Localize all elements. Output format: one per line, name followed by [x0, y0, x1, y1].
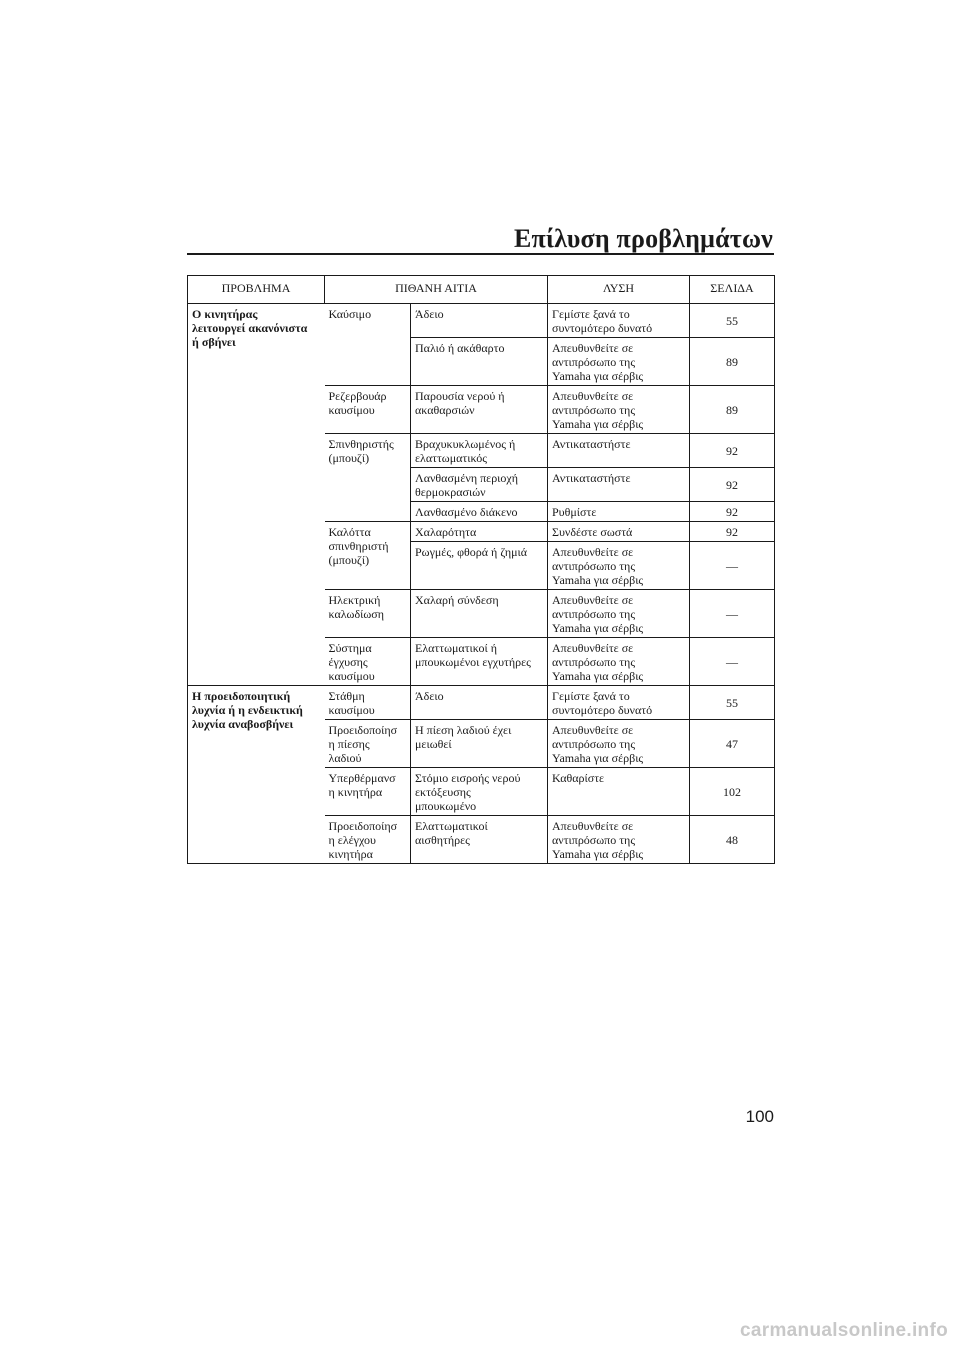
cell-cause1: Υπερθέρμανσ η κινητήρα: [325, 768, 411, 816]
cell-problem: Ο κινητήρας λειτουργεί ακανόνιστα ή σβήνει: [188, 304, 325, 686]
cell-page: —: [690, 590, 775, 638]
cell-page: 92: [690, 522, 775, 542]
cell-page: 92: [690, 434, 775, 468]
cell-cause2: Χαλαρή σύνδεση: [411, 590, 548, 638]
cell-page: —: [690, 542, 775, 590]
cell-page: 102: [690, 768, 775, 816]
cell-solution: Ρυθμίστε: [548, 502, 690, 522]
cell-cause1: Προειδοποίησ η ελέγχου κινητήρα: [325, 816, 411, 864]
cell-cause2: Χαλαρότητα: [411, 522, 548, 542]
title-underline: [187, 253, 774, 255]
troubleshooting-table: [187, 275, 775, 864]
column-header-cause: ΠΙΘΑΝΗ ΑΙΤΙΑ: [325, 276, 548, 304]
table-body: [188, 304, 775, 864]
cell-solution: Απευθυνθείτε σε αντιπρόσωπο της Yamaha για σέρβις: [548, 386, 690, 434]
cell-solution: Αντικαταστήστε: [548, 468, 690, 502]
table-header-row: [188, 276, 775, 304]
cell-cause2: Παλιό ή ακάθαρτο: [411, 338, 548, 386]
cell-solution: Αντικαταστήστε: [548, 434, 690, 468]
cell-solution: Απευθυνθείτε σε αντιπρόσωπο της Yamaha για σέρβις: [548, 638, 690, 686]
cell-cause2: Λανθασμένο διάκενο: [411, 502, 548, 522]
column-header-page: ΣΕΛΙΔΑ: [690, 276, 775, 304]
cell-cause2: Στόμιο εισροής νερού εκτόξευσης μπουκωμένο: [411, 768, 548, 816]
page-title: Επίλυση προβλημάτων: [513, 224, 773, 253]
cell-cause2: Παρουσία νερού ή ακαθαρσιών: [411, 386, 548, 434]
cell-cause2: Ελαττωματικοί ή μπουκωμένοι εγχυτήρες: [411, 638, 548, 686]
cell-cause2: Άδειο: [411, 686, 548, 720]
cell-cause1: Καύσιμο: [325, 304, 411, 386]
cell-cause1: Στάθμη καυσίμου: [325, 686, 411, 720]
cell-cause2: Η πίεση λαδιού έχει μειωθεί: [411, 720, 548, 768]
cell-cause1: Ρεζερβουάρ καυσίμου: [325, 386, 411, 434]
cell-cause1: Προειδοποίησ η πίεσης λαδιού: [325, 720, 411, 768]
cell-problem: Η προειδοποιητική λυχνία ή η ενδεικτική λυχνία αναβοσβήνει: [188, 686, 325, 864]
column-header-solution: ΛΥΣΗ: [548, 276, 690, 304]
cell-solution: Απευθυνθείτε σε αντιπρόσωπο της Yamaha για σέρβις: [548, 590, 690, 638]
cell-solution: Καθαρίστε: [548, 768, 690, 816]
cell-page: 47: [690, 720, 775, 768]
cell-cause2: Βραχυκυκλωμένος ή ελαττωματικός: [411, 434, 548, 468]
cell-solution: Συνδέστε σωστά: [548, 522, 690, 542]
cell-page: —: [690, 638, 775, 686]
column-header-problem: ΠΡΟΒΛΗΜΑ: [188, 276, 325, 304]
cell-cause1: Καλόττα σπινθηριστή (μπουζί): [325, 522, 411, 590]
cell-page: 55: [690, 686, 775, 720]
cell-solution: Γεμίστε ξανά το συντομότερο δυνατό: [548, 304, 690, 338]
page-number: 100: [745, 1107, 774, 1126]
cell-page: 55: [690, 304, 775, 338]
cell-solution: Απευθυνθείτε σε αντιπρόσωπο της Yamaha για σέρβις: [548, 720, 690, 768]
cell-cause1: Ηλεκτρική καλωδίωση: [325, 590, 411, 638]
table-row: [188, 304, 775, 338]
cell-page: 89: [690, 386, 775, 434]
cell-cause2: Ρωγμές, φθορά ή ζημιά: [411, 542, 548, 590]
cell-cause1: Σύστημα έγχυσης καυσίμου: [325, 638, 411, 686]
cell-cause2: Ελαττωματικοί αισθητήρες: [411, 816, 548, 864]
cell-cause2: Λανθασμένη περιοχή θερμοκρασιών: [411, 468, 548, 502]
cell-solution: Γεμίστε ξανά το συντομότερο δυνατό: [548, 686, 690, 720]
cell-cause2: Άδειο: [411, 304, 548, 338]
cell-solution: Απευθυνθείτε σε αντιπρόσωπο της Yamaha για σέρβις: [548, 816, 690, 864]
watermark: carmanualsonline.info: [740, 1320, 948, 1341]
cell-cause1: Σπινθηριστής (μπουζί): [325, 434, 411, 522]
cell-page: 48: [690, 816, 775, 864]
cell-page: 89: [690, 338, 775, 386]
cell-solution: Απευθυνθείτε σε αντιπρόσωπο της Yamaha για σέρβις: [548, 338, 690, 386]
cell-page: 92: [690, 468, 775, 502]
cell-solution: Απευθυνθείτε σε αντιπρόσωπο της Yamaha για σέρβις: [548, 542, 690, 590]
table-row: [188, 686, 775, 720]
cell-page: 92: [690, 502, 775, 522]
